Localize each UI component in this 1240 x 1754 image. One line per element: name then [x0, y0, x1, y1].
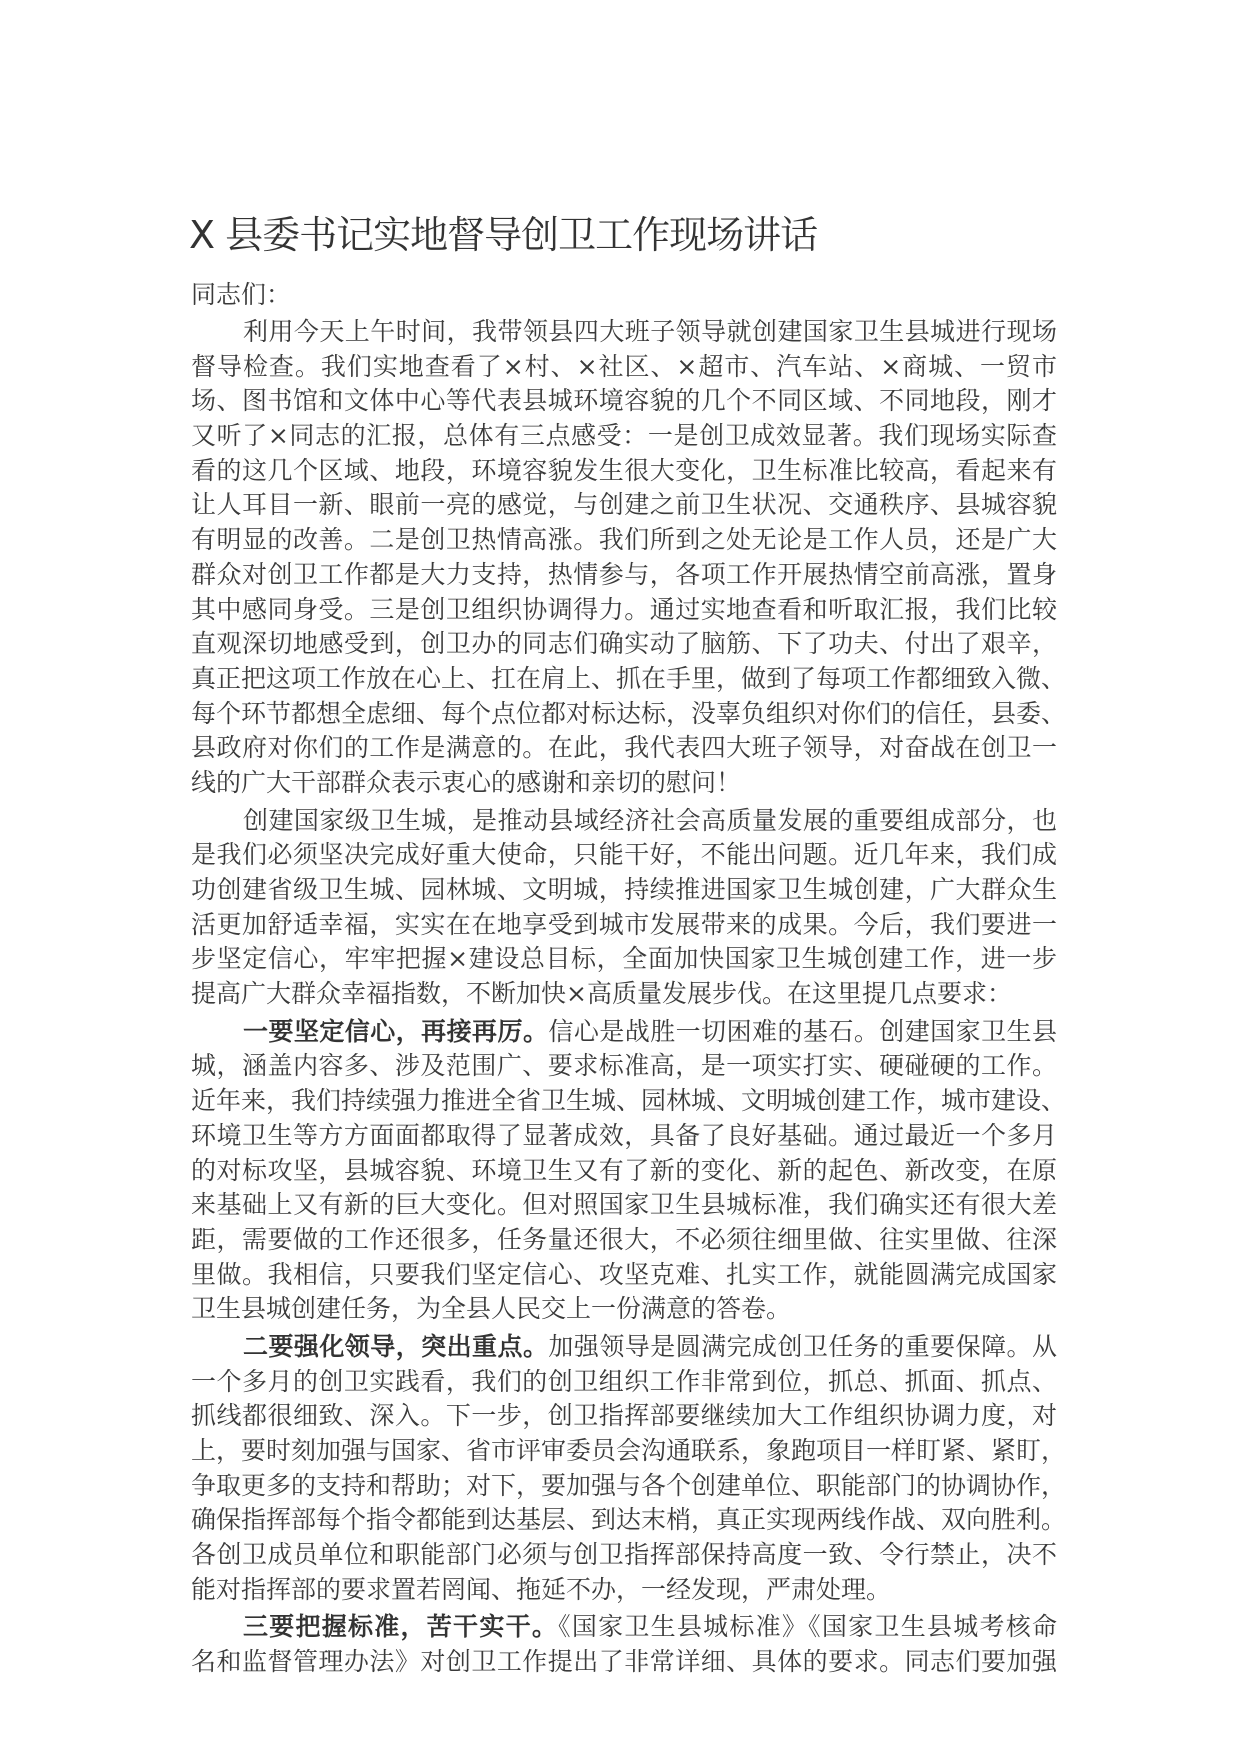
text-line — [191, 1154, 1057, 1189]
line-text: 名和监督管理办法》对创卫工作提出了非常详细、具体的要求。同志们要加强 — [191, 1647, 1057, 1677]
text-line — [191, 731, 1057, 766]
text-line — [191, 454, 1057, 489]
paragraph-lead-heading: 二要强化领导，突出重点。 — [243, 1331, 549, 1361]
line-text: 上，要时刻加强与国家、省市评审委员会沟通联系，象跑项目一样盯紧、紧盯， — [191, 1436, 1067, 1465]
line-text: 信心是战胜一切困难的基石。创建国家卫生县 — [548, 1016, 1057, 1046]
line-text: 真正把这项工作放在心上、扛在肩上、抓在手里，做到了每项工作都细致入微、 — [191, 663, 1067, 693]
text-line — [191, 908, 1057, 943]
line-text: 县政府对你们的工作是满意的。在此，我代表四大班子领导，对奋战在创卫一 — [191, 733, 1057, 763]
line-text: 利用今天上午时间，我带领县四大班子领导就创建国家卫生县城进行现场 — [243, 317, 1057, 346]
text-line — [191, 488, 1057, 523]
text-line — [191, 1188, 1057, 1223]
text-line — [191, 315, 1057, 350]
text-line — [191, 1573, 1057, 1608]
line-text: 场、图书馆和文体中心等代表县城环境容貌的几个不同区域、不同地段，刚才 — [191, 386, 1057, 416]
text-line — [191, 766, 1057, 801]
paragraph — [191, 1330, 1067, 1608]
paragraph — [191, 1610, 1057, 1679]
line-text: 来基础上又有新的巨大变化。但对照国家卫生县城标准，我们确实还有很大差 — [191, 1190, 1057, 1220]
line-text: 创建国家级卫生城，是推动县域经济社会高质量发展的重要组成部分，也 — [243, 805, 1057, 835]
line-text: 是我们必须坚决完成好重大使命，只能干好，不能出问题。近几年来，我们成 — [191, 840, 1057, 870]
salutation: 同志们： — [191, 280, 292, 309]
text-line — [191, 558, 1057, 593]
text-line — [191, 1049, 1057, 1084]
line-text: 《国家卫生县城标准》《国家卫生县城考核命 — [558, 1612, 1057, 1642]
line-text: 近年来，我们持续强力推进全省卫生城、园林城、文明城创建工作，城市建设、 — [191, 1086, 1067, 1116]
text-line — [191, 1645, 1057, 1680]
text-line — [191, 523, 1057, 558]
text-line — [191, 1399, 1057, 1434]
line-text: 群众对创卫工作都是大力支持，热情参与，各项工作开展热情空前高涨，置身 — [191, 559, 1057, 589]
text-line — [191, 1223, 1057, 1258]
line-text: 里做。我相信，只要我们坚定信心、攻坚克难、扎实工作，就能圆满完成国家 — [191, 1259, 1057, 1289]
text-line — [191, 350, 1057, 385]
text-line — [191, 1292, 1057, 1327]
text-line — [191, 1258, 1057, 1293]
line-text: 提高广大群众幸福指数，不断加快×高质量发展步伐。在这里提几点要求： — [191, 979, 1012, 1009]
line-text: 看的这几个区域、地段，环境容貌发生很大变化，卫生标准比较高，看起来有 — [191, 455, 1057, 485]
line-text: 的对标攻坚，县城容貌、环境卫生又有了新的变化、新的起色、新改变，在原 — [191, 1155, 1057, 1185]
text-line — [191, 1084, 1067, 1119]
line-text: 一个多月的创卫实践看，我们的创卫组织工作非常到位，抓总、抓面、抓点、 — [191, 1366, 1057, 1396]
paragraph — [191, 1015, 1067, 1327]
line-text: 有明显的改善。二是创卫热情高涨。我们所到之处无论是工作人员，还是广大 — [191, 525, 1057, 555]
text-line — [191, 1434, 1067, 1469]
text-line — [191, 1538, 1057, 1573]
text-line — [191, 873, 1057, 908]
line-text: 每个环节都想全虑细、每个点位都对标达标，没辜负组织对你们的信任，县委、 — [191, 698, 1067, 728]
text-line — [191, 804, 1057, 839]
line-text: 功创建省级卫生城、园林城、文明城，持续推进国家卫生城创建，广大群众生 — [191, 875, 1057, 904]
document-title: X 县委书记实地督导创卫工作现场讲话 — [189, 213, 818, 257]
line-text: 直观深切地感受到，创卫办的同志们确实动了脑筋、下了功夫、付出了艰辛， — [191, 629, 1057, 659]
line-text: 抓线都很细致、深入。下一步，创卫指挥部要继续加大工作组织协调力度，对 — [191, 1401, 1057, 1431]
line-text: 城，涵盖内容多、涉及范围广、要求标准高，是一项实打实、硬碰硬的工作。 — [191, 1051, 1057, 1081]
line-text: 线的广大干部群众表示衷心的感谢和亲切的慰问！ — [191, 767, 742, 797]
line-text: 卫生县城创建任务，为全县人民交上一份满意的答卷。 — [191, 1294, 792, 1324]
text-line — [191, 662, 1067, 697]
text-line — [191, 1365, 1057, 1400]
text-line — [191, 1015, 1057, 1050]
line-text: 环境卫生等方方面面都取得了显著成效，具备了良好基础。通过最近一个多月 — [191, 1120, 1057, 1150]
line-text: 让人耳目一新、眼前一亮的感觉，与创建之前卫生状况、交通秩序、县城容貌 — [191, 490, 1057, 520]
paragraphs — [191, 315, 1067, 1680]
text-line — [191, 1469, 1067, 1504]
text-line — [191, 977, 1057, 1012]
line-text: 又听了×同志的汇报，总体有三点感受：一是创卫成效显著。我们现场实际查 — [191, 421, 1057, 451]
text-line — [191, 384, 1057, 419]
line-text: 加强领导是圆满完成创卫任务的重要保障。从 — [548, 1331, 1057, 1361]
text-line — [191, 1610, 1057, 1645]
line-text: 督导检查。我们实地查看了×村、×社区、×超市、汽车站、×商城、一贸市 — [191, 351, 1057, 381]
line-text: 其中感同身受。三是创卫组织协调得力。通过实地查看和听取汇报，我们比较 — [191, 594, 1057, 624]
line-text: 争取更多的支持和帮助；对下，要加强与各个创建单位、职能部门的协调协作， — [191, 1470, 1067, 1500]
line-text: 步坚定信心，牢牢把握×建设总目标，全面加快国家卫生城创建工作，进一步 — [191, 944, 1057, 974]
text-line — [191, 1330, 1057, 1365]
text-line — [191, 1119, 1057, 1154]
line-text: 距，需要做的工作还很多，任务量还很大，不必须往细里做、往实里做、往深 — [191, 1224, 1057, 1254]
text-line — [191, 697, 1067, 732]
document-body — [191, 278, 1067, 1683]
paragraph-lead-heading: 三要把握标准，苦干实干。 — [243, 1612, 559, 1642]
text-line — [191, 419, 1057, 454]
text-line — [191, 838, 1057, 873]
line-text: 能对指挥部的要求置若罔闻、拖延不办，一经发现，严肃处理。 — [191, 1574, 892, 1604]
text-line — [191, 1503, 1067, 1538]
paragraph — [191, 315, 1067, 801]
text-line — [191, 593, 1057, 628]
line-text: 各创卫成员单位和职能部门必须与创卫指挥部保持高度一致、令行禁止，决不 — [191, 1540, 1057, 1570]
text-line — [191, 627, 1057, 662]
line-text: 活更加舒适幸福，实实在在地享受到城市发展带来的成果。今后，我们要进一 — [191, 909, 1057, 939]
paragraph — [191, 804, 1057, 1012]
paragraph-lead-heading: 一要坚定信心，再接再厉。 — [243, 1016, 549, 1046]
line-text: 确保指挥部每个指令都能到达基层、到达末梢，真正实现两线作战、双向胜利。 — [191, 1505, 1067, 1535]
text-line — [191, 942, 1057, 977]
